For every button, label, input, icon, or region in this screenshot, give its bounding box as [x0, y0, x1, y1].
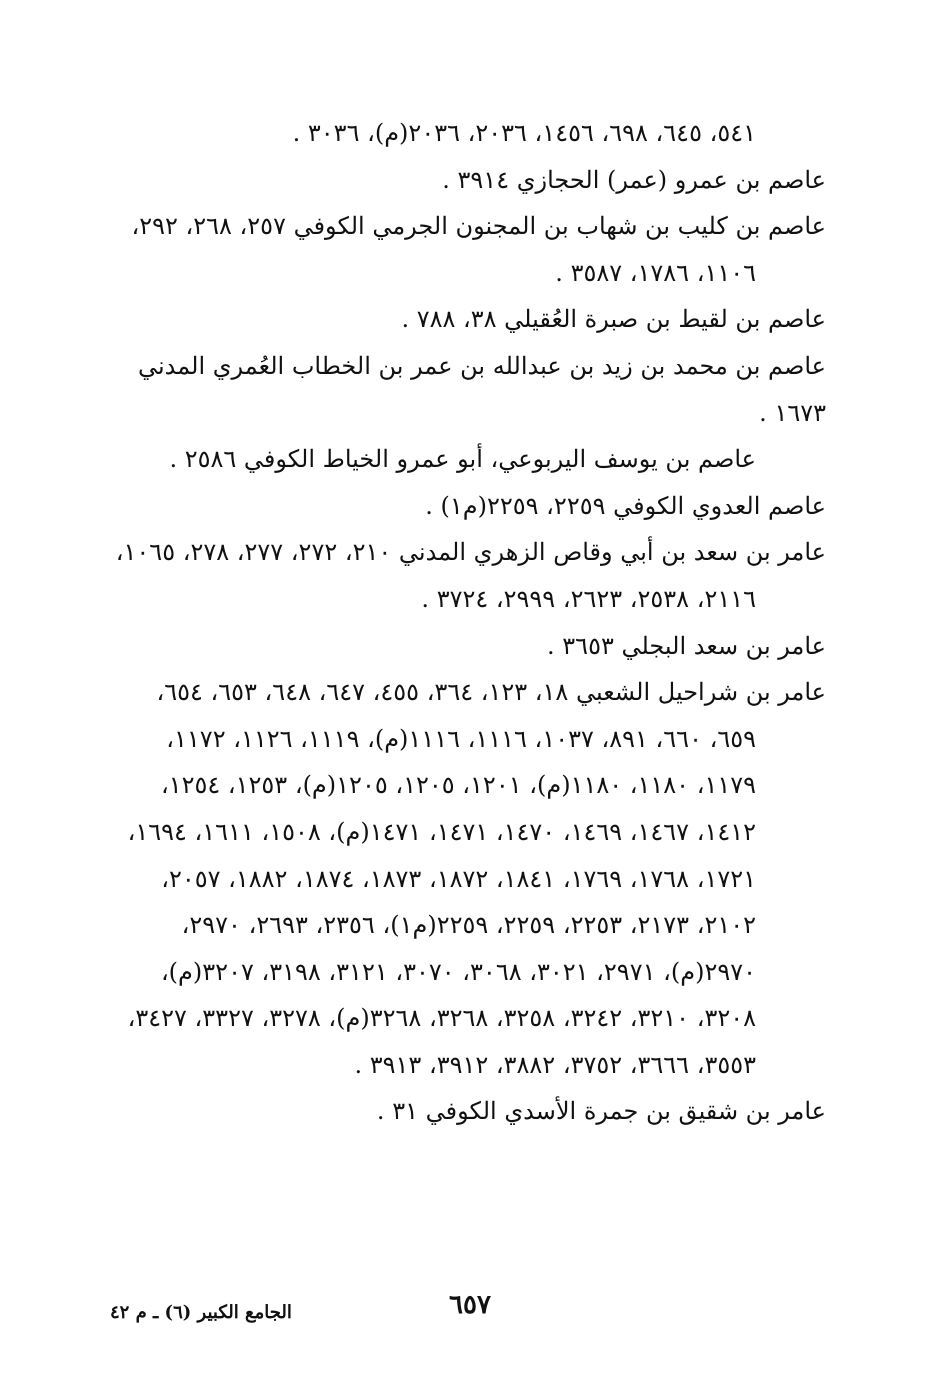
index-entry: عاصم بن محمد بن زيد بن عبدالله بن عمر بن الخطاب العُمري المدني ١٦٧٣ .	[137, 351, 826, 427]
footer-book-title: الجامع الكبير (٦) ـ م ٤٢	[110, 1302, 292, 1323]
index-entry-continuation: ٥٤١، ٦٤٥، ٦٩٨، ١٤٥٦، ٢٠٣٦، ٢٠٣٦(م)، ٣٠٣٦ .	[292, 119, 756, 147]
index-entry: عاصم بن يوسف اليربوعي، أبو عمرو الخياط الكوفي ٢٥٨٦ .	[169, 445, 756, 474]
page-number: ٦٥٧	[449, 1290, 491, 1320]
index-entries	[110, 110, 826, 1135]
index-entry: عامر بن سعد البجلي ٣٦٥٣ .	[547, 631, 826, 660]
index-entry: عامر بن شراحيل الشعبي ١٨، ١٢٣، ٣٦٤، ٤٥٥، ٦٤٧، ٦٤٨، ٦٥٣، ٦٥٤، ٦٥٩، ٦٦٠، ٨٩١، ١٠٣٧، ١١١٦، ١١١٦(م)، ١١١٩، ١١٢٦، ١١٧٢، ١١٧٩، ١١٨٠، ١١٨٠(م)، ١٢٠١، ١٢٠٥، ١٢٠٥(م)، ١٢٥٣، ١٢٥٤، ١٤١٢، ١٤٦٧، ١٤٦٩، ١٤٧٠، ١٤٧١، ١٤٧١(م)، ١٥٠٨، ١٦١١، ١٦٩٤، ١٧٢١، ١٧٦٨، ١٧٦٩، ١٨٤١، ١٨٧٢، ١٨٧٣، ١٨٧٤، ١٨٨٢، ٢٠٥٧، ٢١٠٢، ٢١٧٣، ٢٢٥٣، ٢٢٥٩، ٢٢٥٩(م١)، ٢٣٥٦، ٢٦٩٣، ٢٩٧٠، ٢٩٧٠(م)، ٢٩٧١، ٣٠٢١، ٣٠٦٨، ٣٠٧٠، ٣١٢١، ٣١٩٨، ٣٢٠٧(م)، ٣٢٠٨، ٣٢١٠، ٣٢٤٢، ٣٢٥٨، ٣٢٦٨، ٣٢٦٨(م)، ٣٢٧٨، ٣٣٢٧، ٣٤٢٧، ٣٥٥٣، ٣٦٦٦، ٣٧٥٢، ٣٨٨٢، ٣٩١٢، ٣٩١٣ .	[127, 678, 826, 1079]
index-entry: عامر بن شقيق بن جمرة الأسدي الكوفي ٣١ .	[376, 1097, 826, 1126]
index-entry: عاصم بن لقيط بن صبرة العُقيلي ٣٨، ٧٨٨ .	[401, 305, 826, 334]
index-entry: عاصم بن كليب بن شهاب بن المجنون الجرمي الكوفي ٢٥٧، ٢٦٨، ٢٩٢، ١١٠٦، ١٧٨٦، ٣٥٨٧ .	[131, 212, 826, 287]
index-entry: عاصم العدوي الكوفي ٢٢٥٩، ٢٢٥٩(م١) .	[425, 491, 826, 520]
index-entry: عاصم بن عمرو (عمر) الحجازي ٣٩١٤ .	[442, 165, 826, 194]
index-entry: عامر بن سعد بن أبي وقاص الزهري المدني ٢١٠، ٢٧٢، ٢٧٧، ٢٧٨، ١٠٦٥، ٢١١٦، ٢٥٣٨، ٢٦٢٣، ٢٩٩٩، ٣٧٢٤ .	[115, 538, 826, 613]
